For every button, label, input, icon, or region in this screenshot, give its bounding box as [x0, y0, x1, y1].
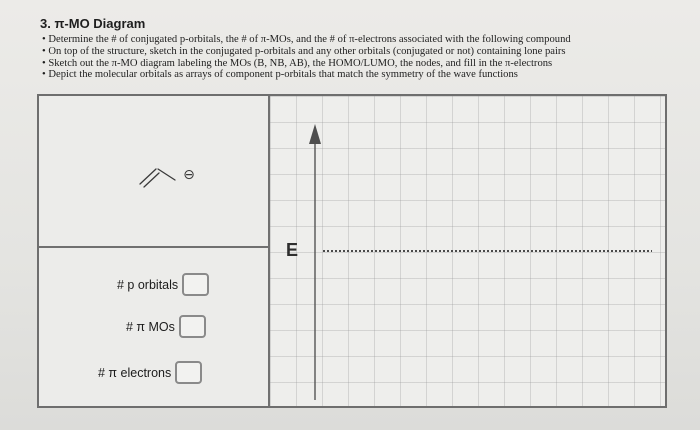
double-bond-line — [140, 169, 156, 184]
mo-diagram-area[interactable] — [270, 96, 665, 406]
instruction-item: • Depict the molecular orbitals as arrays of component p-orbitals that match the symmetry of the wave functions — [42, 69, 692, 81]
arrow-up-icon — [309, 124, 321, 144]
pi-electrons-row — [98, 361, 202, 384]
answer-frame — [37, 94, 667, 408]
pi-electrons-label: # π electrons — [98, 365, 172, 380]
allyl-anion-structure — [39, 96, 266, 244]
pi-mos-label: # π MOs — [126, 319, 175, 334]
instruction-item: • Determine the # of conjugated p-orbitals, the # of π-MOs, and the # of π-electrons associated with the following compound — [42, 34, 692, 46]
pi-mos-answer-box[interactable] — [179, 315, 206, 338]
p-orbitals-row — [117, 273, 209, 296]
instruction-item: • Sketch out the π-MO diagram labeling the MOs (B, NB, AB), the HOMO/LUMO, the nodes, and fill in the π-electrons — [42, 58, 692, 70]
pi-mos-row — [126, 315, 206, 338]
energy-axis — [270, 96, 665, 406]
energy-label: E — [286, 240, 299, 260]
pi-electrons-answer-box[interactable] — [175, 361, 202, 384]
left-column — [39, 96, 270, 406]
p-orbitals-answer-box[interactable] — [182, 273, 209, 296]
double-bond-line — [144, 173, 159, 187]
instruction-item: • On top of the structure, sketch in the conjugated p-orbitals and any other orbitals (conjugated or not) containing lone pairs — [42, 46, 692, 58]
p-orbitals-label: # p orbitals — [117, 277, 179, 292]
single-bond-line — [158, 169, 175, 180]
section-title: 3. π-MO Diagram — [40, 16, 146, 31]
instruction-list — [42, 34, 692, 81]
negative-charge-icon: ⊖ — [183, 167, 195, 183]
structure-cell[interactable] — [39, 96, 268, 248]
